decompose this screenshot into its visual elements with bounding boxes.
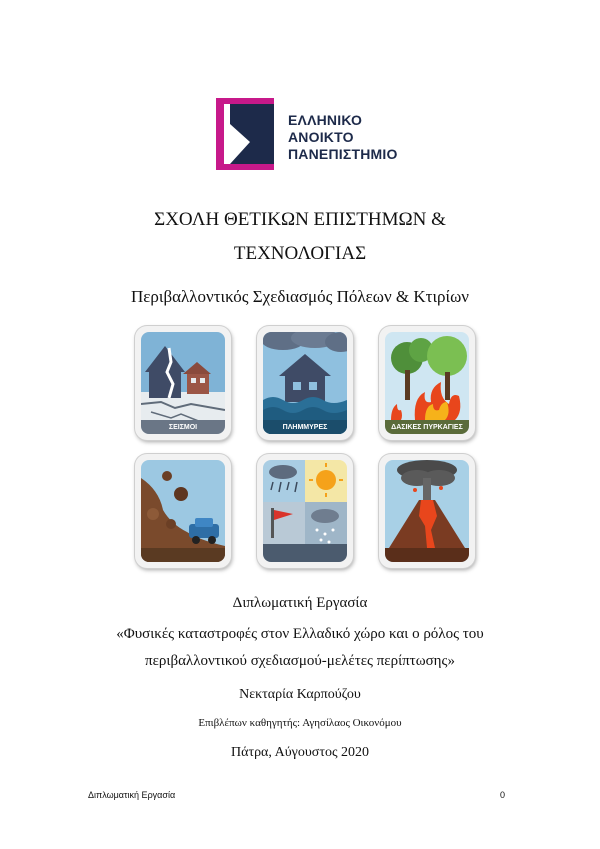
thesis-title-line-2: περιβαλλοντικού σχεδιασμού-μελέτες περίπτωσης» [145, 653, 455, 669]
document-type: Διπλωματική Εργασία [232, 595, 368, 611]
flood-icon [263, 332, 347, 434]
school-name-line-1: ΣΧΟΛΗ ΘΕΤΙΚΩΝ ΕΠΙΣΤΗΜΩΝ & [154, 209, 446, 230]
hazard-tile-landslide [135, 454, 231, 568]
author-name: Νεκταρία Καρπούζου [239, 687, 361, 702]
logo-wordmark [288, 112, 398, 163]
supervisor: Επιβλέπων καθηγητής: Αγησίλαος Οικονόμου [198, 717, 402, 729]
university-logo [216, 98, 406, 170]
thesis-title-line-1: «Φυσικές καταστροφές στον Ελλαδικό χώρο και ο ρόλος του [116, 626, 484, 642]
forest-fire-icon [385, 332, 469, 434]
volcano-icon [385, 460, 469, 562]
earthquake-icon [141, 332, 225, 434]
hazard-label-flood: ΠΛΗΜΜΥΡΕΣ [282, 424, 328, 431]
hazard-icon-grid [135, 326, 475, 572]
hazard-tile-extreme-weather [257, 454, 353, 568]
page-number: 0 [500, 790, 506, 800]
hazard-tile-earthquake [135, 326, 231, 440]
landslide-icon [141, 460, 225, 562]
logo-line-2: ΑΝΟΙΚΤΟ [288, 129, 354, 145]
place-and-date: Πάτρα, Αύγουστος 2020 [231, 745, 369, 760]
school-name-line-2: ΤΕΧΝΟΛΟΓΙΑΣ [233, 243, 367, 264]
extreme-weather-icon [263, 460, 347, 562]
logo-line-3: ΠΑΝΕΠΙΣΤΗΜΙΟ [288, 146, 398, 162]
logo-line-1: ΕΛΛΗΝΙΚΟ [288, 112, 363, 128]
hazard-tile-forest-fire [379, 326, 475, 440]
hazard-tile-volcano [379, 454, 475, 568]
hazard-tile-flood [257, 326, 353, 440]
eap-logo-icon [216, 98, 282, 170]
footer-document-type: Διπλωματική Εργασία [88, 790, 176, 800]
program-name: Περιβαλλοντικός Σχεδιασμός Πόλεων & Κτιρίων [131, 287, 469, 306]
hazard-label-earthquake: ΣΕΙΣΜΟΙ [168, 424, 198, 431]
hazard-label-forest-fire: ΔΑΣΙΚΕΣ ΠΥΡΚΑΓΙΕΣ [391, 424, 463, 431]
